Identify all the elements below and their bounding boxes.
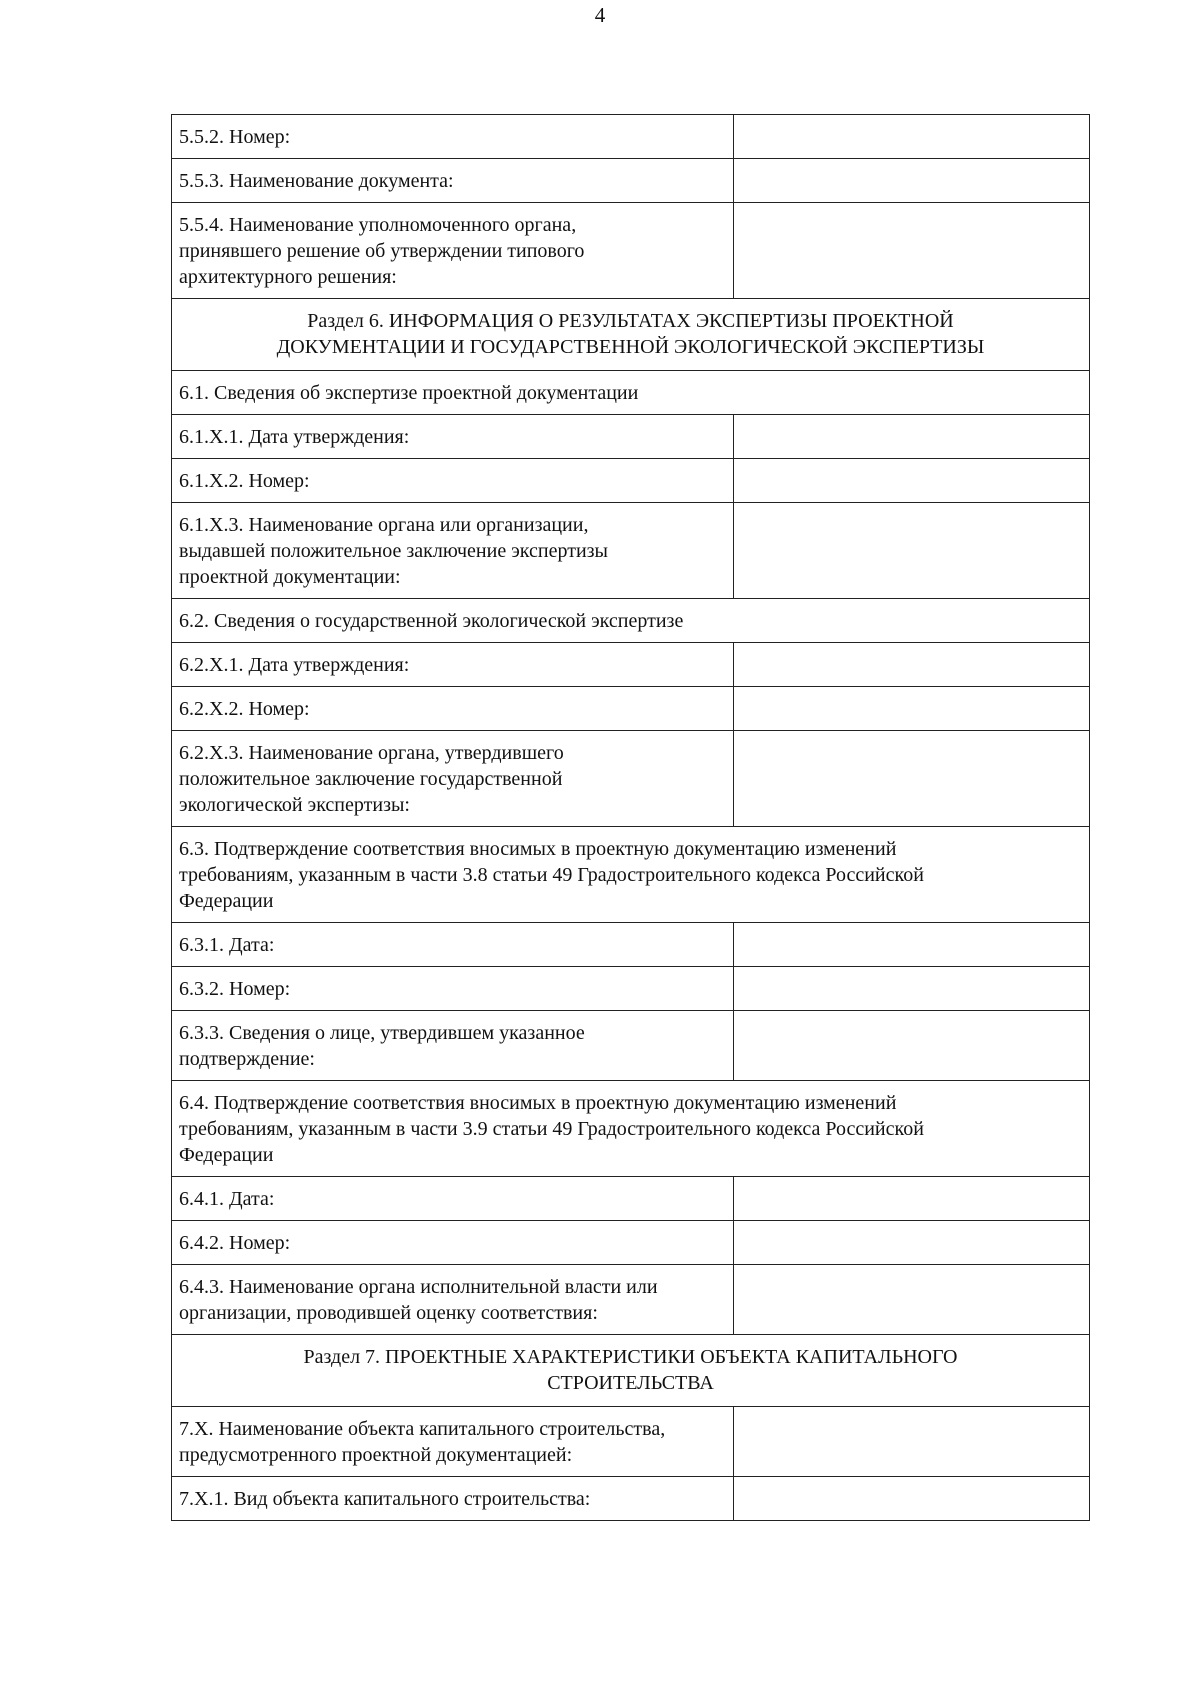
field-value-cell[interactable]	[734, 115, 1090, 159]
field-label: 5.5.4. Наименование уполномоченного органа, принявшего решение об утверждении типового архитектурного решения:	[172, 203, 734, 299]
page-number: 4	[594, 3, 606, 27]
subheader-label: 6.3. Подтверждение соответствия вносимых в проектную документацию изменений требованиям, указанным в части 3.8 статьи 49 Градостроительного кодекса Российской Федерации	[172, 827, 1090, 923]
field-value-cell[interactable]	[734, 159, 1090, 203]
field-label: 6.3.1. Дата:	[172, 923, 734, 967]
form-row	[172, 203, 1090, 299]
field-label: 5.5.3. Наименование документа:	[172, 159, 734, 203]
field-value-cell[interactable]	[734, 1477, 1090, 1521]
subheader-label: 6.2. Сведения о государственной экологической экспертизе	[172, 599, 1090, 643]
field-label: 6.2.X.2. Номер:	[172, 687, 734, 731]
field-label: 6.4.3. Наименование органа исполнительной власти или организации, проводившей оценку соответствия:	[172, 1265, 734, 1335]
field-label: 6.3.3. Сведения о лице, утвердившем указанное подтверждение:	[172, 1011, 734, 1081]
form-row	[172, 503, 1090, 599]
field-label: 5.5.2. Номер:	[172, 115, 734, 159]
form-row	[172, 731, 1090, 827]
field-value-cell[interactable]	[734, 1221, 1090, 1265]
subheader-label: 6.1. Сведения об экспертизе проектной документации	[172, 371, 1090, 415]
field-label: 6.1.X.2. Номер:	[172, 459, 734, 503]
subheader-row	[172, 371, 1090, 415]
field-value-cell[interactable]	[734, 643, 1090, 687]
section-title: Раздел 6. ИНФОРМАЦИЯ О РЕЗУЛЬТАТАХ ЭКСПЕРТИЗЫ ПРОЕКТНОЙ ДОКУМЕНТАЦИИ И ГОСУДАРСТВЕННОЙ ЭКОЛОГИЧЕСКОЙ ЭКСПЕРТИЗЫ	[172, 299, 1090, 371]
form-row	[172, 115, 1090, 159]
field-value-cell[interactable]	[734, 459, 1090, 503]
form-row	[172, 923, 1090, 967]
field-label: 7.X.1. Вид объекта капитального строительства:	[172, 1477, 734, 1521]
form-row	[172, 1221, 1090, 1265]
form-row	[172, 1407, 1090, 1477]
field-value-cell[interactable]	[734, 731, 1090, 827]
field-value-cell[interactable]	[734, 503, 1090, 599]
field-label: 6.3.2. Номер:	[172, 967, 734, 1011]
form-row	[172, 967, 1090, 1011]
field-label: 6.2.X.1. Дата утверждения:	[172, 643, 734, 687]
subheader-row	[172, 827, 1090, 923]
form-row	[172, 1177, 1090, 1221]
field-value-cell[interactable]	[734, 1011, 1090, 1081]
form-row	[172, 687, 1090, 731]
subheader-label: 6.4. Подтверждение соответствия вносимых в проектную документацию изменений требованиям, указанным в части 3.9 статьи 49 Градостроительного кодекса Российской Федерации	[172, 1081, 1090, 1177]
field-value-cell[interactable]	[734, 203, 1090, 299]
field-value-cell[interactable]	[734, 923, 1090, 967]
subheader-row	[172, 1081, 1090, 1177]
form-row	[172, 459, 1090, 503]
form-body	[172, 115, 1090, 1521]
form-row	[172, 415, 1090, 459]
field-label: 6.1.X.3. Наименование органа или организации, выдавшей положительное заключение экспертизы проектной документации:	[172, 503, 734, 599]
section-row	[172, 299, 1090, 371]
form-row	[172, 159, 1090, 203]
subheader-row	[172, 599, 1090, 643]
form-row	[172, 1265, 1090, 1335]
field-label: 6.1.X.1. Дата утверждения:	[172, 415, 734, 459]
form-row	[172, 643, 1090, 687]
form-table	[171, 114, 1090, 1521]
field-value-cell[interactable]	[734, 687, 1090, 731]
field-value-cell[interactable]	[734, 1177, 1090, 1221]
field-value-cell[interactable]	[734, 967, 1090, 1011]
field-label: 6.4.1. Дата:	[172, 1177, 734, 1221]
field-label: 6.2.X.3. Наименование органа, утвердившего положительное заключение государственной экологической экспертизы:	[172, 731, 734, 827]
field-value-cell[interactable]	[734, 415, 1090, 459]
form-row	[172, 1011, 1090, 1081]
field-label: 7.X. Наименование объекта капитального строительства, предусмотренного проектной документацией:	[172, 1407, 734, 1477]
field-value-cell[interactable]	[734, 1407, 1090, 1477]
form-row	[172, 1477, 1090, 1521]
field-value-cell[interactable]	[734, 1265, 1090, 1335]
section-title: Раздел 7. ПРОЕКТНЫЕ ХАРАКТЕРИСТИКИ ОБЪЕКТА КАПИТАЛЬНОГО СТРОИТЕЛЬСТВА	[172, 1335, 1090, 1407]
section-row	[172, 1335, 1090, 1407]
field-label: 6.4.2. Номер:	[172, 1221, 734, 1265]
